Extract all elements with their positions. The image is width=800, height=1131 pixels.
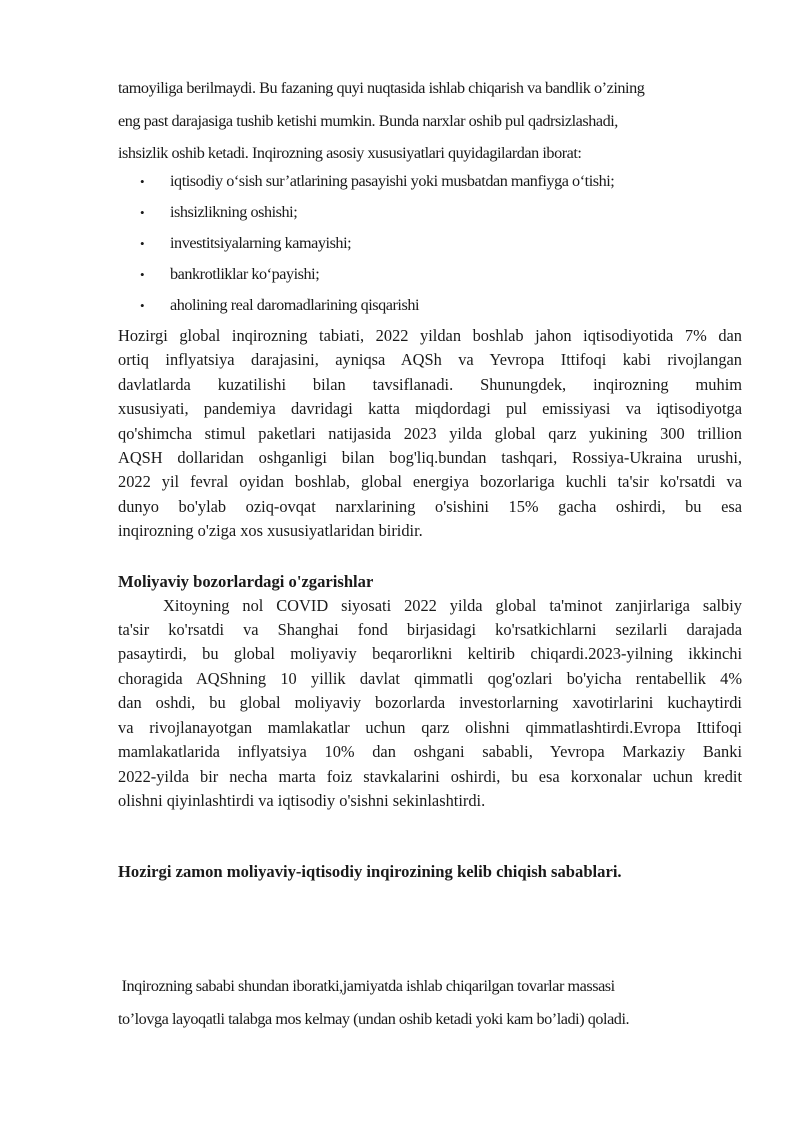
paragraph-line: davlatlarda kuzatilishi bilan tavsiflanadi. Shunungdek, inqirozning muhim (118, 374, 742, 394)
paragraph-line: xususiyati, pandemiya davridagi katta miqdordagi pul emissiyasi va iqtisodiyotga (118, 399, 742, 419)
paragraph-line: mamlakatlarida inflyatsiya 10% dan oshgani sababli, Yevropa Markaziy Banki (118, 742, 742, 762)
list-item: • aholining real daromadlarining qisqarishi (140, 290, 742, 321)
list-item: • investitsiyalarning kamayishi; (140, 228, 742, 259)
paragraph-line: ortiq inflyatsiya darajasini, ayniqsa AQSh va Yevropa Ittifoqi kabi rivojlangan (118, 350, 742, 370)
paragraph-line: choragida AQShning 10 yillik davlat qimmatli qog'ozlari bo'yicha rentabellik 4% (118, 668, 742, 688)
paragraph-line: dan oshdi, bu global moliyaviy bozorlarda investorlarning xavotirlarini kuchaytirdi (118, 693, 742, 713)
document-page (118, 72, 742, 1036)
paragraph-line: va rivojlanayotgan mamlakatlar uchun qarz olishni qimmatlashtirdi.Evropa Ittifoqi (118, 717, 742, 737)
global-crisis-paragraph (118, 324, 742, 544)
paragraph-line: to’lovga layoqatli talabga mos kelmay (undan oshib ketadi yoki kam bo’ladi) qoladi. (118, 1010, 630, 1029)
paragraph-line: Hozirgi global inqirozning tabiati, 2022 yildan boshlab jahon iqtisodiyotida 7% dan (118, 326, 742, 345)
paragraph-line: pasaytirdi, bu global moliyaviy beqarorlikni keltirib chiqardi.2023-yilning ikkinchi (118, 644, 742, 664)
bullet-icon: • (140, 236, 145, 251)
financial-markets-paragraph (118, 594, 742, 814)
bullet-icon: • (140, 267, 145, 282)
paragraph-line: 2022-yilda bir necha marta foiz stavkalarini oshirdi, bu esa korxonalar uchun kredit (118, 766, 742, 786)
intro-paragraph (118, 72, 742, 170)
intro-line: ishsizlik oshib ketadi. Inqirozning asosiy xususiyatlari quyidagilardan iborat: (118, 144, 582, 162)
paragraph-line: ta'sir ko'rsatdi va Shanghai fond birjasidagi ko'rsatkichlarni sezilarli darajada (118, 620, 742, 640)
paragraph-line: dunyo bo'ylab oziq-ovqat narxlarining o'sishini 15% gacha oshirdi, bu esa (118, 496, 742, 516)
paragraph-line: AQSH dollaridan oshganligi bilan bog'liq.bundan tashqari, Rossiya-Ukraina urushi, (118, 448, 742, 468)
bullet-icon: • (140, 298, 145, 313)
list-item: • iqtisodiy o‘sish sur’atlarining pasayishi yoki musbatdan manfiyga o‘tishi; (140, 166, 742, 197)
closing-paragraph (118, 970, 742, 1036)
paragraph-line: Inqirozning sababi shundan iboratki,jamiyatda ishlab chiqarilgan tovarlar massasi (118, 977, 615, 996)
crisis-features-list (118, 166, 742, 321)
bullet-icon: • (140, 205, 145, 220)
paragraph-line: 2022 yil fevral oyidan boshlab, global energiya bozorlariga kuchli ta'sir ko'rsatdi va (118, 472, 742, 492)
paragraph-line: olishni qiyinlashtirdi va iqtisodiy o'sishni sekinlashtirdi. (118, 790, 486, 810)
list-item: • bankrotliklar ko‘payishi; (140, 259, 742, 290)
bullet-icon: • (140, 174, 145, 189)
paragraph-line: qo'shimcha stimul paketlari natijasida 2023 yilda global qarz yukining 300 trillion (118, 423, 742, 443)
intro-line: tamoyiliga berilmaydi. Bu fazaning quyi nuqtasida ishlab chiqarish va bandlik o’zining (118, 79, 645, 97)
paragraph-line: Xitoyning nol COVID siyosati 2022 yilda global ta'minot zanjirlariga salbiy (163, 595, 742, 615)
section-heading: Hozirgi zamon moliyaviy-iqtisodiy inqirozining kelib chiqish sabablari. (118, 862, 622, 882)
section-heading: Moliyaviy bozorlardagi o'zgarishlar (118, 571, 374, 591)
intro-line: eng past darajasiga tushib ketishi mumkin. Bunda narxlar oshib pul qadrsizlashadi, (118, 112, 618, 130)
paragraph-line: inqirozning o'ziga xos xususiyatlaridan biridir. (118, 521, 423, 541)
list-item: • ishsizlikning oshishi; (140, 197, 742, 228)
